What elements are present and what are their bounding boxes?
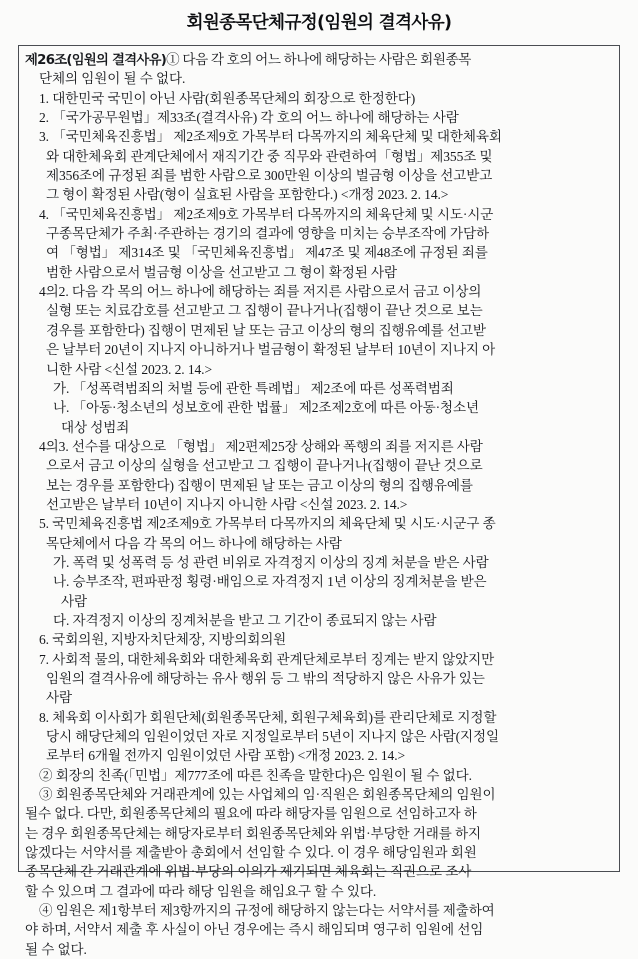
text-line: 와 대한체육회 관계단체에서 재직기간 중 직무와 관련하여「형법」제355조 및 xyxy=(46,148,493,164)
list-item: 8. 체육회 이사회가 회원단체(회원종목단체, 회원구체육회)를 관리단체로 지정할 xyxy=(39,709,497,725)
article-body xyxy=(25,50,612,959)
list-item: 2. 「국가공무원법」제33조(결격사유) 각 호의 어느 하나에 해당하는 사람 xyxy=(39,110,459,126)
text-line: 경우를 포함한다) 집행이 면제된 날 또는 금고 이상의 형의 집행유예를 선고받 xyxy=(46,322,486,338)
text-line: 목단체에서 다음 각 목의 어느 하나에 해당하는 사람 xyxy=(46,535,342,551)
text-line: 로부터 6개월 전까지 임원이었던 사람 포함) <개정 2023. 2. 14.> xyxy=(46,748,406,764)
paragraph-1-opening: ① 다음 각 호의 어느 하나에 해당하는 사람은 회원종목 xyxy=(166,52,472,67)
list-item: 4의3. 선수를 대상으로 「형법」 제2편제25장 상해와 폭행의 죄를 저지른 사람 xyxy=(39,438,483,454)
sub-list-item: 나. 승부조작, 편파판정 횡령·배임으로 자격정지 1년 이상의 징계처분을 받은 xyxy=(53,574,487,590)
text-line: 선고받은 날부터 10년이 지나지 아니한 사람 <신설 2023. 2. 14.> xyxy=(46,496,408,512)
text-line: 는 경우 회원종목단체는 해당자로부터 회원종목단체와 위법·부당한 거래를 하지 xyxy=(25,825,481,841)
text-line: 사람 xyxy=(46,690,72,706)
text-line: 당시 해당단체의 임원이었던 자로 지정일로부터 5년이 지나지 않은 사람(지정일 xyxy=(46,729,499,745)
article-heading: 제26조(임원의 결격사유) xyxy=(25,53,167,68)
text-line: 니한 사람 <신설 2023. 2. 14.> xyxy=(46,361,213,377)
text-line: 임원의 결격사유에 해당하는 유사 행위 등 그 밖의 적당하지 않은 사유가 있는 xyxy=(46,671,485,686)
page-title: 회원종목단체규정(임원의 결격사유) xyxy=(186,13,452,33)
text-line: 될 수 없다. xyxy=(25,941,87,957)
text-line: 제356조에 규정된 죄를 범한 사람으로 300만원 이상의 벌금형 이상을 선고받고 xyxy=(46,168,493,184)
text-line: 으로서 금고 이상의 실형을 선고받고 그 집행이 끝나거나(집행이 끝난 것으로 xyxy=(46,458,483,474)
text-line: 할 수 있으며 그 결과에 따라 해당 임원을 해임요구 할 수 있다. xyxy=(25,883,377,899)
sub-list-item: 가. 「성폭력범죄의 처벌 등에 관한 특례법」 제2조에 따른 성폭력범죄 xyxy=(53,380,454,396)
text-line: 구종목단체가 주최·주관하는 경기의 결과에 영향을 미치는 승부조작에 가담하 xyxy=(46,226,489,242)
text-line: 야 하며, 서약서 제출 후 사실이 아닌 경우에는 즉시 해임되며 영구히 임원에 선임 xyxy=(25,922,484,938)
text-line: 대상 성범죄 xyxy=(61,419,130,435)
article-heading-line xyxy=(25,50,612,69)
text-line: 보는 경우를 포함한다) 집행이 면제된 날 또는 금고 이상의 형의 집행유예를 xyxy=(46,477,473,493)
paragraph-2: ② 회장의 친족(「민법」제777조에 따른 친족을 말한다)은 임원이 될 수 없다. xyxy=(39,767,472,783)
text-line: 사람 xyxy=(61,593,87,609)
sub-list-item: 다. 자격정지 이상의 징계처분을 받고 그 기간이 종료되지 않는 사람 xyxy=(53,612,437,628)
article-box xyxy=(18,45,620,957)
list-item: 5. 국민체육진흥법 제2조제9호 가목부터 다목까지의 체육단체 및 시도·시군구 종 xyxy=(39,516,496,532)
list-item: 4의2. 다음 각 목의 어느 하나에 해당하는 죄를 저지른 사람으로서 금고 이상의 xyxy=(39,284,482,300)
list-item: 3. 「국민체육진흥법」 제2조제9호 가목부터 다목까지의 체육단체 및 대한체육회 xyxy=(39,129,502,145)
text-line: 은 날부터 20년이 지나지 아니하거나 벌금형이 확정된 날부터 10년이 지나지 아 xyxy=(46,342,496,358)
list-item: 4. 「국민체육진흥법」 제2조제9호 가목부터 다목까지의 체육단체 및 시도·시군 xyxy=(39,206,494,222)
list-item: 6. 국회의원, 지방자치단체장, 지방의회의원 xyxy=(39,632,287,648)
text-line: 종목단체 간 거래관계에 위법·부당의 이의가 제기되면 체육회는 직권으로 조사 xyxy=(25,864,472,880)
text-line: 않겠다는 서약서를 제출받아 총회에서 선임할 수 있다. 이 경우 해당임원과 회원 xyxy=(25,845,477,861)
text-line: 단체의 임원이 될 수 없다. xyxy=(39,71,186,87)
sub-list-item: 나. 「아동·청소년의 성보호에 관한 법률」 제2조제2호에 따른 아동·청소년 xyxy=(53,400,479,416)
text-line: 범한 사람으로서 벌금형 이상을 선고받고 그 형이 확정된 사람 xyxy=(46,264,397,280)
list-item: 7. 사회적 물의, 대한체육회와 대한체육회 관계단체로부터 징계는 받지 않았지만 xyxy=(39,651,495,667)
paragraph-4: ④ 임원은 제1항부터 제3항까지의 규정에 해당하지 않는다는 서약서를 제출하여 xyxy=(39,903,495,919)
paragraph-3: ③ 회원종목단체와 거래관계에 있는 사업체의 임·직원은 회원종목단체의 임원이 xyxy=(39,787,496,803)
list-item: 1. 대한민국 국민이 아닌 사람(회원종목단체의 회장으로 한정한다) xyxy=(39,90,416,106)
text-line: 될수 없다. 다만, 회원종목단체의 필요에 따라 해당자를 임원으로 선임하고자 하 xyxy=(25,806,477,822)
sub-list-item: 가. 폭력 및 성폭력 등 성 관련 비위로 자격정지 이상의 징계 처분을 받은 사람 xyxy=(53,554,489,570)
text-line: 여 「형법」 제314조 및 「국민체육진흥법」 제47조 및 제48조에 규정된 죄를 xyxy=(46,245,488,261)
text-line: 실형 또는 치료감호를 선고받고 그 집행이 끝나거나(집행이 끝난 것으로 보는 xyxy=(46,303,483,319)
text-line: 그 형이 확정된 사람(형이 실효된 사람을 포함한다.) <개정 2023. 2. 14.> xyxy=(46,187,449,203)
